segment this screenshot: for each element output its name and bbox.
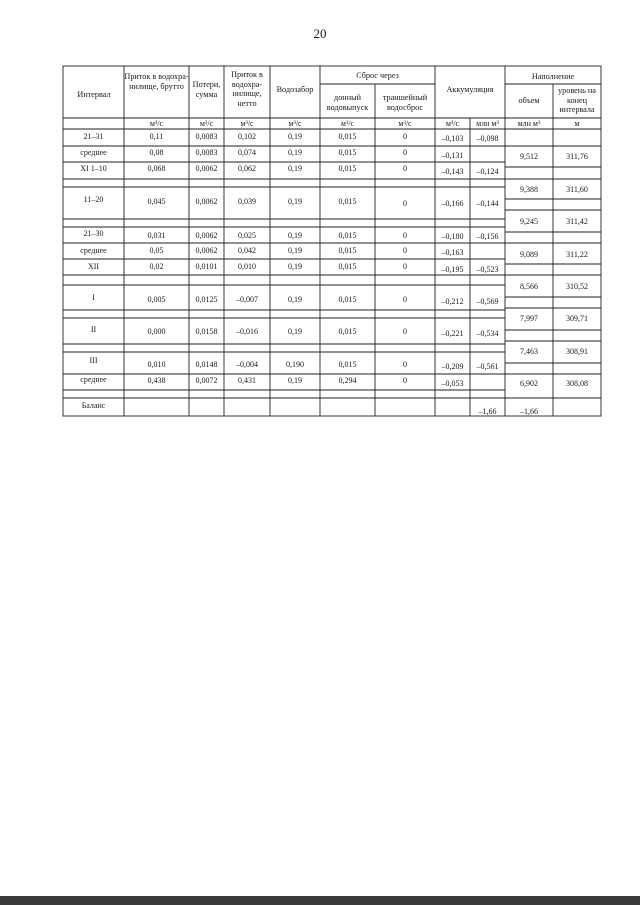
cell-trench: 0 [403, 132, 407, 141]
cell-acc-flow: –0,103 [441, 134, 464, 143]
cell-acc-flow: –0,163 [441, 248, 464, 257]
cell-intake: 0,19 [288, 164, 302, 173]
header-volume: объем [518, 96, 540, 105]
cell-level: 310,52 [566, 282, 588, 291]
cell-volume: 9,245 [520, 217, 538, 226]
cell-bottom: 0,015 [338, 164, 357, 173]
cell-inflow-gross: 0,045 [147, 197, 166, 206]
cell-interval: среднее [80, 148, 107, 157]
cell-acc-flow: –0,209 [441, 362, 464, 371]
balance-acc-vol: –1,66 [478, 407, 497, 416]
cell-intake: 0,19 [288, 148, 302, 157]
cell-trench: 0 [403, 231, 407, 240]
cell-inflow-net: 0,042 [238, 246, 256, 255]
cell-inflow-net: 0,431 [238, 376, 256, 385]
header-filling: Наполнение [531, 72, 575, 81]
cell-bottom: 0,015 [338, 246, 357, 255]
cell-inflow-net: –0,016 [236, 327, 258, 336]
cell-acc-vol: –0,144 [476, 199, 499, 208]
cell-acc-vol: –0,098 [476, 134, 499, 143]
cell-acc-vol: –0,534 [476, 329, 499, 338]
balance-volume: –1,66 [520, 407, 538, 416]
cell-interval: 21–30 [83, 229, 104, 238]
cell-acc-vol: –0,561 [476, 362, 499, 371]
cell-bottom: 0,015 [338, 295, 357, 304]
cell-level: 311,60 [566, 185, 588, 194]
cell-interval: 11–20 [83, 195, 104, 204]
cell-losses: 0,0072 [195, 376, 218, 385]
unit-losses: м³/с [199, 119, 214, 128]
header-discharge: Сброс через [356, 71, 399, 80]
cell-losses: 0,0158 [195, 327, 218, 336]
cell-acc-vol: –0,569 [476, 297, 499, 306]
cell-inflow-net: 0,039 [238, 197, 256, 206]
cell-trench: 0 [403, 295, 407, 304]
cell-interval: II [90, 325, 97, 334]
cell-acc-vol: –0,523 [476, 265, 499, 274]
cell-inflow-gross: 0,005 [147, 295, 166, 304]
cell-interval: XI 1–10 [80, 164, 107, 173]
cell-inflow-net: –0,007 [236, 295, 258, 304]
cell-inflow-gross: 0,08 [149, 148, 164, 157]
cell-acc-flow: –0,131 [441, 151, 464, 160]
cell-bottom: 0,015 [338, 148, 357, 157]
cell-trench: 0 [403, 199, 407, 208]
cell-inflow-gross: 0,438 [147, 376, 166, 385]
cell-losses: 0,0062 [195, 164, 218, 173]
cell-inflow-gross: 0,000 [147, 327, 166, 336]
cell-inflow-net: –0,004 [236, 360, 258, 369]
cell-acc-vol: –0,156 [476, 232, 499, 241]
cell-trench: 0 [403, 360, 407, 369]
cell-trench: 0 [403, 327, 407, 336]
cell-intake: 0,19 [288, 132, 302, 141]
cell-acc-flow: –0,053 [441, 379, 464, 388]
cell-level: 308,91 [566, 347, 588, 356]
cell-inflow-net: 0,074 [238, 148, 256, 157]
header-water-intake: Водозабор [276, 85, 314, 94]
unit-bottom-outlet: м³/с [340, 119, 355, 128]
unit-level: м [574, 119, 580, 128]
cell-volume: 7,997 [520, 314, 538, 323]
header-bottom-outlet: донный водовыпуск [326, 93, 369, 112]
cell-losses: 0,0101 [195, 262, 218, 271]
cell-trench: 0 [403, 148, 407, 157]
cell-trench: 0 [403, 164, 407, 173]
cell-level: 308,08 [566, 379, 588, 388]
cell-volume: 8,566 [520, 282, 538, 291]
cell-trench: 0 [403, 262, 407, 271]
cell-bottom: 0,015 [338, 132, 357, 141]
cell-bottom: 0,015 [338, 262, 357, 271]
unit-inflow-net: м³/с [240, 119, 254, 128]
cell-acc-flow: –0,195 [441, 265, 464, 274]
cell-inflow-gross: 0,11 [149, 132, 164, 141]
cell-intake: 0,190 [286, 360, 304, 369]
cell-inflow-gross: 0,02 [149, 262, 164, 271]
cell-acc-flow: –0,212 [441, 297, 464, 306]
header-accumulation: Аккумуляция [446, 85, 494, 94]
cell-volume: 7,463 [520, 347, 538, 356]
unit-inflow-gross: м³/с [149, 119, 164, 128]
cell-interval: среднее [80, 375, 107, 384]
cell-volume: 6,902 [520, 379, 538, 388]
cell-losses: 0,0083 [195, 132, 218, 141]
cell-interval: среднее [80, 246, 107, 255]
cell-volume: 9,388 [520, 185, 538, 194]
cell-intake: 0,19 [288, 246, 302, 255]
cell-intake: 0,19 [288, 197, 302, 206]
unit-acc-vol: млн м³ [476, 119, 499, 128]
cell-intake: 0,19 [288, 327, 302, 336]
header-inflow-gross: Приток в водохра- нилище, брутто [124, 72, 189, 91]
unit-acc-flow: м³/с [445, 119, 460, 128]
page-number: 20 [313, 26, 327, 41]
cell-inflow-net: 0,010 [238, 262, 256, 271]
unit-volume: млн м³ [517, 119, 541, 128]
cell-bottom: 0,294 [338, 376, 357, 385]
cell-intake: 0,19 [288, 231, 302, 240]
cell-inflow-net: 0,102 [238, 132, 256, 141]
header-interval: Интервал [77, 90, 111, 99]
cell-level: 311,22 [566, 250, 588, 259]
unit-water-intake: м³/с [288, 119, 302, 128]
cell-intake: 0,19 [288, 376, 302, 385]
cell-level: 311,42 [566, 217, 588, 226]
cell-trench: 0 [403, 246, 407, 255]
cell-acc-flow: –0,180 [441, 232, 464, 241]
cell-losses: 0,0062 [195, 246, 218, 255]
header-trench-spillway: траншейный водосброс [382, 93, 428, 112]
cell-interval: 21–31 [83, 132, 104, 141]
balance-label: Баланс [81, 401, 106, 410]
cell-intake: 0,19 [288, 262, 302, 271]
cell-bottom: 0,015 [338, 231, 357, 240]
cell-acc-vol: –0,124 [476, 167, 499, 176]
cell-inflow-gross: 0,031 [147, 231, 166, 240]
cell-acc-flow: –0,166 [441, 199, 464, 208]
cell-inflow-gross: 0,010 [147, 360, 166, 369]
header-losses: Потери, сумма [192, 80, 221, 99]
cell-level: 309,71 [566, 314, 588, 323]
cell-bottom: 0,015 [338, 327, 357, 336]
cell-volume: 9,089 [520, 250, 538, 259]
cell-volume: 9,512 [520, 152, 538, 161]
cell-trench: 0 [403, 376, 407, 385]
cell-bottom: 0,015 [338, 360, 357, 369]
cell-bottom: 0,015 [338, 197, 357, 206]
cell-acc-flow: –0,221 [441, 329, 464, 338]
header-level: уровень на конец интервала [558, 86, 596, 114]
cell-interval: XII [87, 262, 100, 271]
header-inflow-net: Приток в водохра- нилище, нетто [231, 70, 263, 108]
cell-inflow-gross: 0,05 [149, 246, 164, 255]
cell-inflow-net: 0,025 [238, 231, 256, 240]
scan-edge [0, 896, 640, 905]
cell-intake: 0,19 [288, 295, 302, 304]
cell-interval: III [89, 356, 98, 365]
cell-losses: 0,0125 [195, 295, 218, 304]
cell-acc-flow: –0,143 [441, 167, 464, 176]
cell-level: 311,76 [566, 152, 588, 161]
cell-inflow-net: 0,062 [238, 164, 256, 173]
cell-interval: I [92, 293, 95, 302]
cell-losses: 0,0148 [195, 360, 218, 369]
cell-losses: 0,0062 [195, 197, 218, 206]
cell-inflow-gross: 0,068 [147, 164, 166, 173]
cell-losses: 0,0062 [195, 231, 218, 240]
cell-losses: 0,0083 [195, 148, 218, 157]
unit-trench-spillway: м³/с [398, 119, 412, 128]
